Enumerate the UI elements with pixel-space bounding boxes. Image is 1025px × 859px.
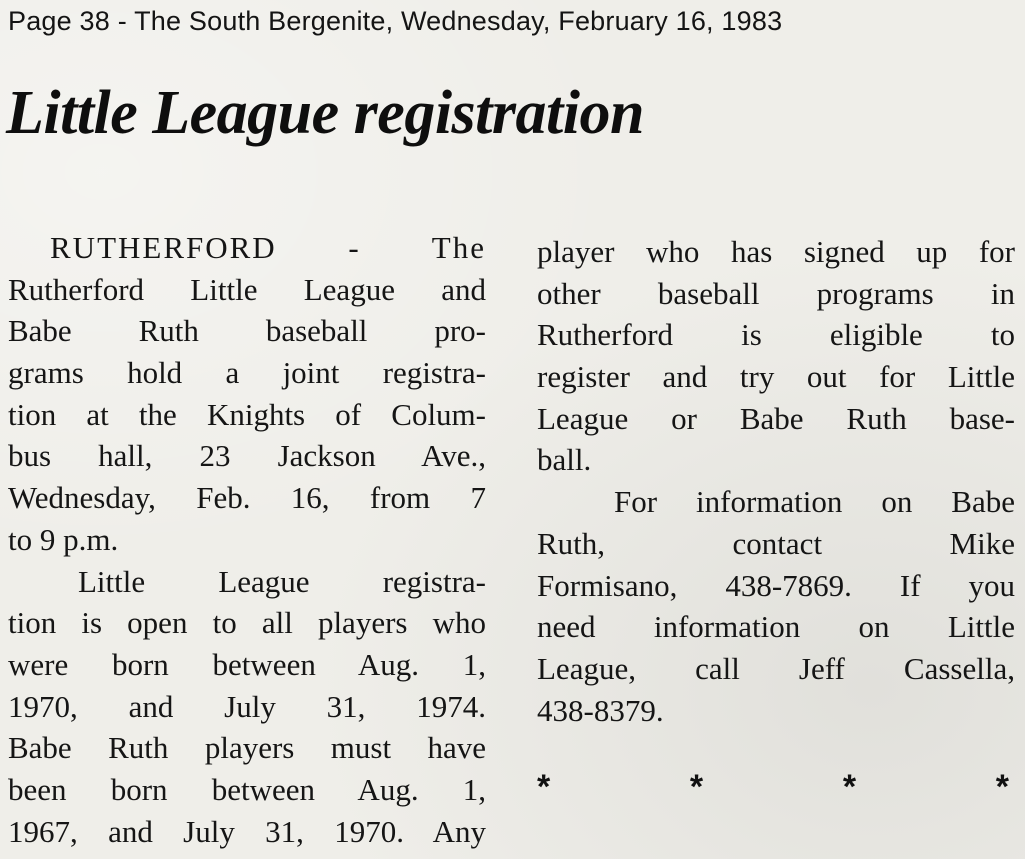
article-line: Formisano, 438-7869. If you [537, 567, 1015, 603]
article-line: ball. [537, 442, 592, 478]
article-line: grams hold a joint registra- [8, 355, 486, 391]
article-line: register and try out for Little [537, 359, 1015, 395]
article-line: Babe Ruth players must have [8, 730, 486, 766]
article-line: Rutherford is eligible to [537, 317, 1015, 353]
article-line: bus hall, 23 Jackson Ave., [8, 438, 486, 474]
article-line: were born between Aug. 1, [8, 646, 486, 682]
separator-star: * [537, 768, 551, 806]
article-line: other baseball programs in [537, 275, 1015, 311]
article-line: League or Babe Ruth base- [537, 400, 1015, 436]
separator-star: * [689, 768, 704, 806]
article-line: 1967, and July 31, 1970. Any [8, 813, 486, 849]
article-line: RUTHERFORD - The [50, 230, 486, 265]
article-line: League, call Jeff Cassella, [537, 650, 1015, 686]
article-line: 438-8379. [537, 692, 664, 728]
article-line: to 9 p.m. [8, 521, 119, 557]
article-line: 1970, and July 31, 1974. [8, 688, 486, 724]
dateline: Page 38 - The South Bergenite, Wednesday, February 16, 1983 [8, 6, 783, 36]
headline: Little League registration [6, 79, 644, 147]
article-line: player who has signed up for [537, 234, 1015, 269]
article-line: been born between Aug. 1, [8, 771, 486, 807]
article-line: tion is open to all players who [8, 605, 486, 641]
article-line: tion at the Knights of Colum- [8, 396, 486, 432]
separator-star: * [842, 768, 857, 806]
article-line: Ruth, contact Mike [537, 525, 1015, 561]
article-line: Little League registra- [78, 563, 486, 599]
separator-star: * [995, 768, 1009, 806]
article-column-left [8, 227, 486, 852]
article-line: Rutherford Little League and [8, 271, 486, 307]
article-line: Wednesday, Feb. 16, from 7 [8, 480, 486, 516]
article-line: need information on Little [537, 609, 1015, 645]
section-separator [537, 768, 1009, 807]
article-line: Babe Ruth baseball pro- [8, 313, 486, 349]
article-line: For information on Babe [614, 484, 1015, 520]
article-column-right [537, 231, 1015, 731]
